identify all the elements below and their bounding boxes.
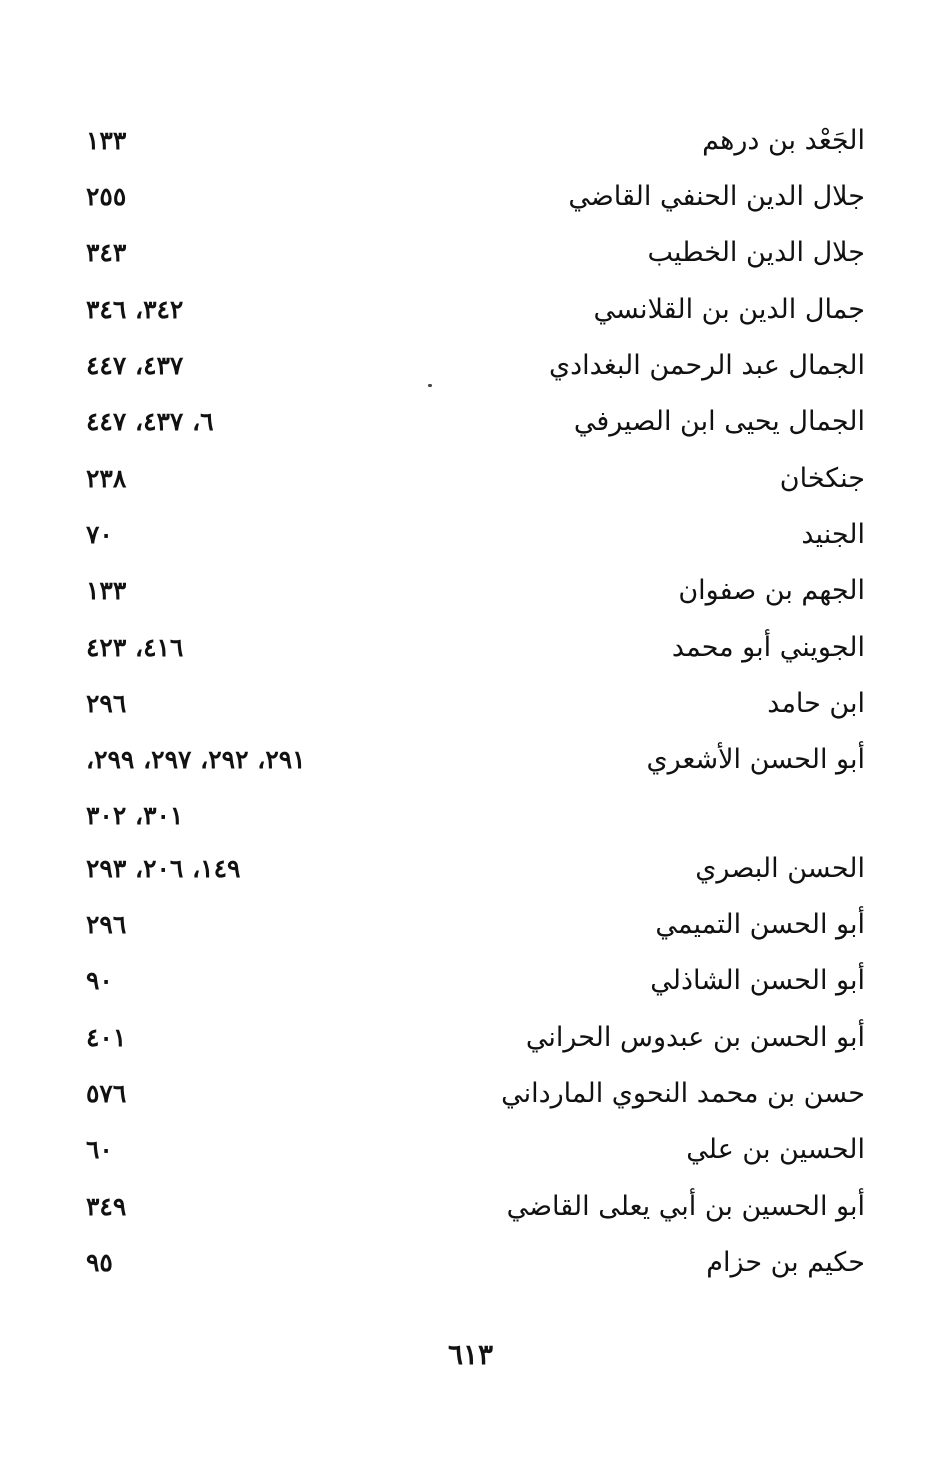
entry-name: الجمال عبد الرحمن البغدادي xyxy=(549,350,865,381)
entry-name: أبو الحسن الشاذلي xyxy=(650,965,865,996)
entry-pages: ٩٠ xyxy=(86,966,113,995)
index-entry xyxy=(0,905,941,945)
entry-pages: ٧٠ xyxy=(86,520,113,549)
index-entry xyxy=(0,1187,941,1227)
index-entry xyxy=(0,571,941,611)
entry-pages: ٦٠ xyxy=(86,1135,113,1164)
index-entry xyxy=(0,740,941,780)
entry-name: جلال الدين الخطيب xyxy=(647,237,865,268)
entry-name: الجَعْد بن درهم xyxy=(702,125,865,156)
entry-name: أبو الحسن التميمي xyxy=(655,909,865,940)
entry-pages: ٦، ٤٣٧، ٤٤٧ xyxy=(86,407,214,436)
index-entry xyxy=(0,628,941,668)
entry-pages: ٢٩٦ xyxy=(86,689,127,718)
entry-name: الجويني أبو محمد xyxy=(671,632,865,663)
entry-pages: ٢٩٦ xyxy=(86,910,127,939)
entry-name: حكيم بن حزام xyxy=(706,1247,865,1278)
entry-name: الجنيد xyxy=(801,519,865,550)
index-entry xyxy=(0,1074,941,1114)
index-entry xyxy=(0,233,941,273)
index-entry xyxy=(0,346,941,386)
index-entry xyxy=(0,290,941,330)
index-entry xyxy=(0,177,941,217)
index-entry xyxy=(0,1018,941,1058)
entry-pages: ٩٥ xyxy=(86,1248,113,1277)
print-speck xyxy=(428,384,432,387)
entry-name: الجهم بن صفوان xyxy=(678,575,865,606)
index-entry xyxy=(0,459,941,499)
entry-pages: ٣٤٢، ٣٤٦ xyxy=(86,295,184,324)
entry-pages: ٢٩١، ٢٩٢، ٢٩٧، ٢٩٩، xyxy=(86,745,306,774)
page-number: ٦١٣ xyxy=(447,1338,494,1371)
index-entry xyxy=(0,684,941,724)
entry-pages: ٤١٦، ٤٢٣ xyxy=(86,633,184,662)
entry-name: جلال الدين الحنفي القاضي xyxy=(568,181,865,212)
entry-pages: ١٤٩، ٢٠٦، ٢٩٣ xyxy=(86,854,241,883)
entry-name: ابن حامد xyxy=(767,688,865,719)
entry-pages: ٢٣٨ xyxy=(86,464,127,493)
entry-name: جنكخان xyxy=(779,463,865,494)
index-entry xyxy=(0,402,941,442)
entry-pages: ٣٤٣ xyxy=(86,238,127,267)
index-entry xyxy=(0,961,941,1001)
entry-pages: ٥٧٦ xyxy=(86,1079,127,1108)
entry-pages: ٤٣٧، ٤٤٧ xyxy=(86,351,184,380)
entry-name: الحسن البصري xyxy=(695,853,865,884)
entry-pages: ١٣٣ xyxy=(86,126,127,155)
index-entry xyxy=(0,849,941,889)
index-entry xyxy=(0,1130,941,1170)
entry-pages: ٣٠١، ٣٠٢ xyxy=(86,801,184,830)
entry-name: جمال الدين بن القلانسي xyxy=(593,294,865,325)
entry-pages: ٢٥٥ xyxy=(86,182,127,211)
entry-pages: ٣٤٩ xyxy=(86,1192,127,1221)
entry-pages: ٤٠١ xyxy=(86,1023,127,1052)
entry-name: أبو الحسين بن أبي يعلى القاضي xyxy=(506,1191,865,1222)
index-entry xyxy=(0,515,941,555)
entry-name: أبو الحسن بن عبدوس الحراني xyxy=(525,1022,865,1053)
entry-pages: ١٣٣ xyxy=(86,576,127,605)
index-entry-continuation xyxy=(0,796,941,836)
index-entry xyxy=(0,1243,941,1283)
entry-name: حسن بن محمد النحوي المارداني xyxy=(501,1078,865,1109)
entry-name: الجمال يحيى ابن الصيرفي xyxy=(573,406,865,437)
index-entry xyxy=(0,121,941,161)
entry-name: الحسين بن علي xyxy=(686,1134,865,1165)
entry-name: أبو الحسن الأشعري xyxy=(646,744,865,775)
